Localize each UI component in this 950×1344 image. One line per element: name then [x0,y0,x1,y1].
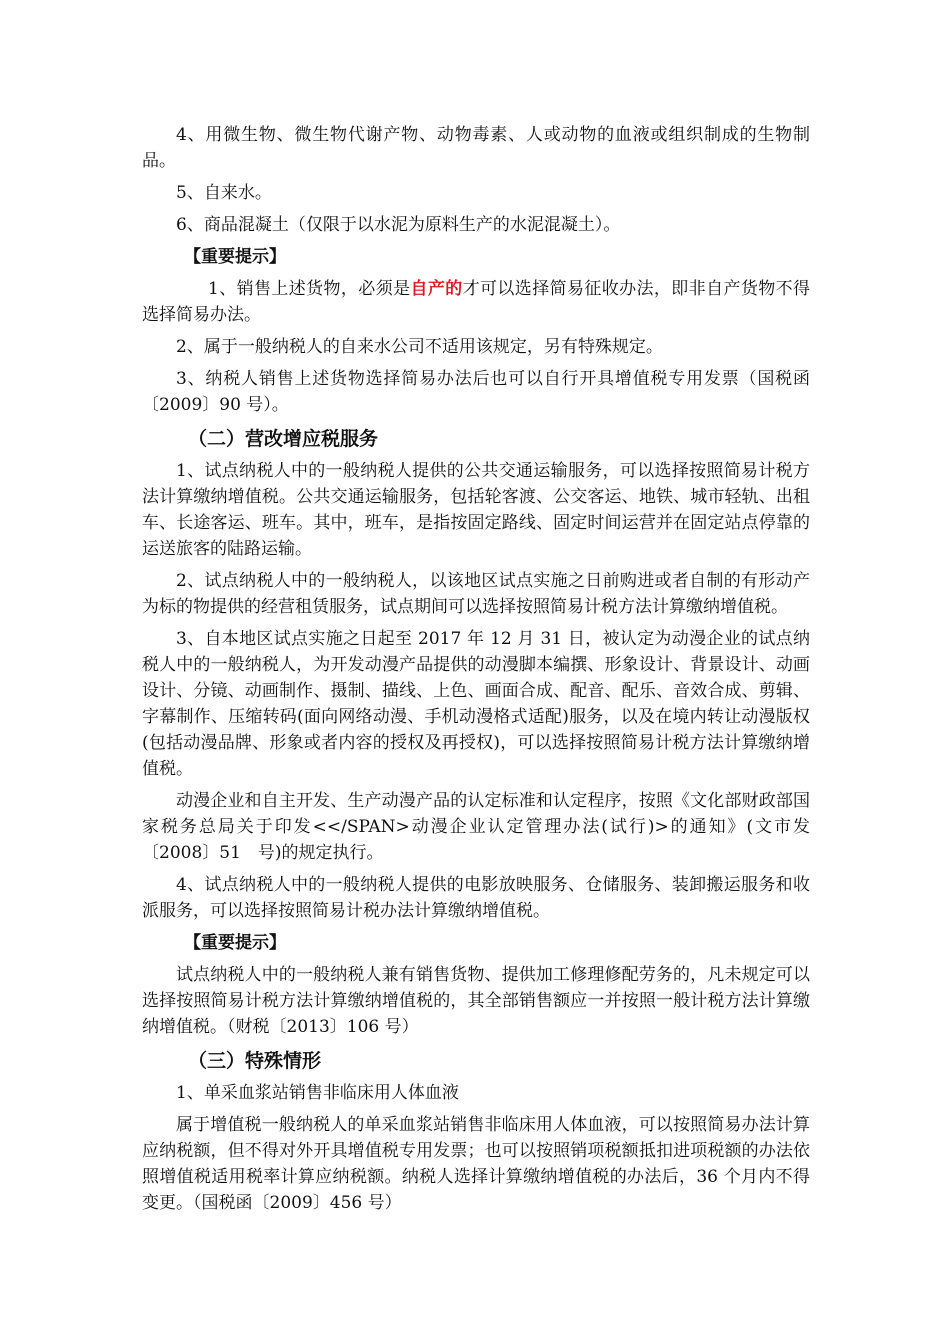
tip1-text-after: 才可以选择简易征收办法，即非自产货物不得选择简易办法。 [142,279,811,325]
section2-tip-paragraph: 试点纳税人中的一般纳税人兼有销售货物、提供加工修理修配劳务的，凡未规定可以选择按照简易计税方法计算缴纳增值税的，其全部销售额应一并按照一般计税方法计算缴纳增值税。（财税〔2013〕106 号） [142,965,810,1037]
section3-paragraph-1: 属于增值税一般纳税人的单采血浆站销售非临床用人体血液，可以按照简易办法计算应纳税额，但不得对外开具增值税专用发票；也可以按照销项税额抵扣进项税额的办法依照增值税适用税率计算应纳税额。纳税人选择计算缴纳增值税的办法后，36 个月内不得变更。（国税函〔2009〕456 号） [142,1115,810,1213]
section2-heading: （二）营改增应税服务 [188,428,379,450]
tip1-text-before: 1、销售上述货物，必须是 [208,279,411,299]
document-page [142,122,810,1222]
section3-subheading: 1、单采血浆站销售非临床用人体血液 [176,1083,459,1103]
tip3-paragraph: 3、纳税人销售上述货物选择简易办法后也可以自行开具增值税专用发票（国税函〔2009〕90 号）。 [142,369,810,415]
section2-paragraph-4: 动漫企业和自主开发、生产动漫产品的认定标准和认定程序，按照《文化部财政部国家税务总局关于印发<</SPAN>动漫企业认定管理办法(试行)>的通知》(文市发〔2008〕51 号)的规定执行。 [142,791,810,863]
section2-paragraph-5: 4、试点纳税人中的一般纳税人提供的电影放映服务、仓储服务、装卸搬运服务和收派服务，可以选择按照简易计税办法计算缴纳增值税。 [142,875,810,921]
tip2-paragraph: 2、属于一般纳税人的自来水公司不适用该规定，另有特殊规定。 [176,337,663,357]
section2-paragraph-1: 1、试点纳税人中的一般纳税人提供的公共交通运输服务，可以选择按照简易计税方法计算缴纳增值税。公共交通运输服务，包括轮客渡、公交客运、地铁、城市轻轨、出租车、长途客运、班车。其中，班车，是指按固定路线、固定时间运营并在固定站点停靠的运送旅客的陆路运输。 [142,461,810,559]
tip1-paragraph [142,276,810,328]
tip1-highlight: 自产的 [410,279,463,299]
paragraph-item5: 5、自来水。 [176,183,272,203]
section3-heading: （三）特殊情形 [188,1050,322,1072]
paragraph-item4: 4、用微生物、微生物代谢产物、动物毒素、人或动物的血液或组织制成的生物制品。 [142,125,810,171]
important-tip-label-2: 【重要提示】 [184,933,286,953]
important-tip-label-1: 【重要提示】 [184,247,286,267]
section2-paragraph-3: 3、自本地区试点实施之日起至 2017 年 12 月 31 日，被认定为动漫企业的试点纳税人中的一般纳税人，为开发动漫产品提供的动漫脚本编撰、形象设计、背景设计、动画设计、分镜、动画制作、摄制、描线、上色、画面合成、配音、配乐、音效合成、剪辑、字幕制作、压缩转码(面向网络动漫、手机动漫格式适配)服务，以及在境内转让动漫版权(包括动漫品牌、形象或者内容的授权及再授权)，可以选择按照简易计税方法计算缴纳增值税。 [142,629,810,779]
section2-paragraph-2: 2、试点纳税人中的一般纳税人，以该地区试点实施之日前购进或者自制的有形动产为标的物提供的经营租赁服务，试点期间可以选择按照简易计税方法计算缴纳增值税。 [142,571,810,617]
paragraph-item6: 6、商品混凝土（仅限于以水泥为原料生产的水泥混凝土）。 [176,215,621,235]
